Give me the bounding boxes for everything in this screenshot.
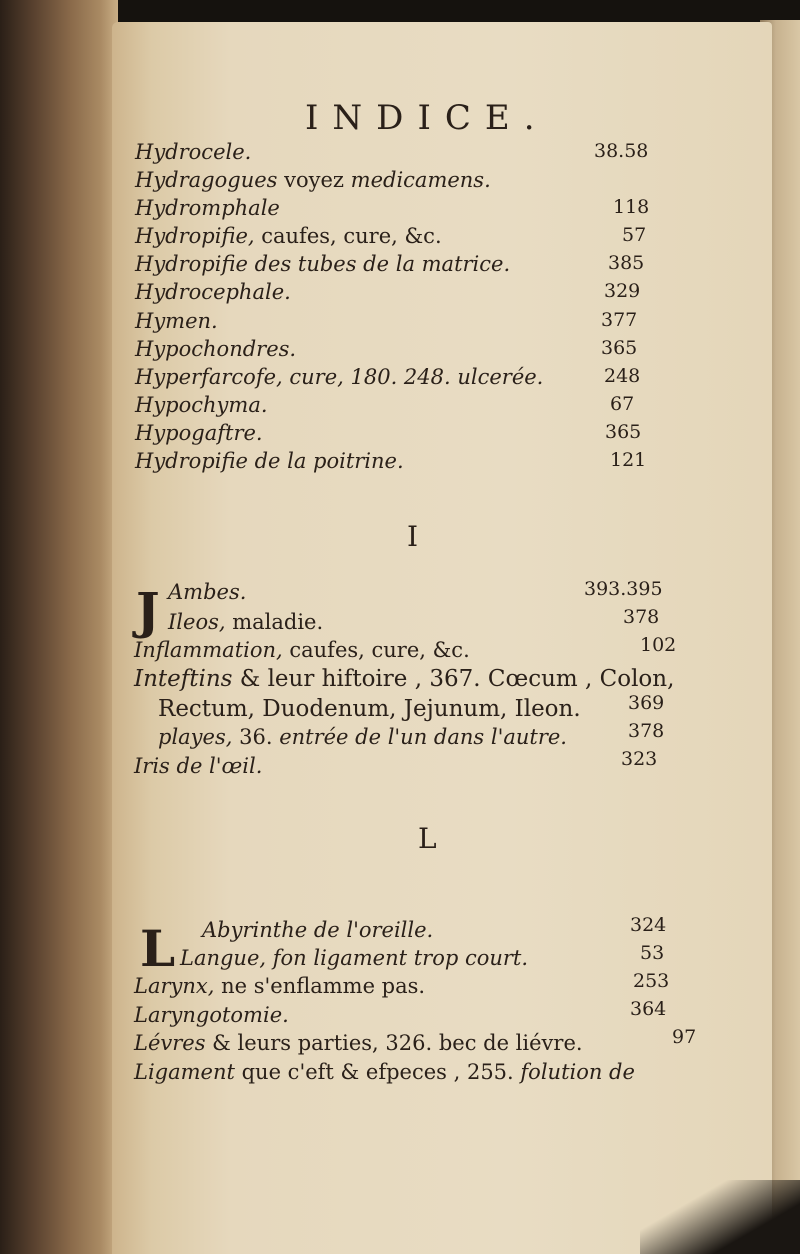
entry-term: Inflammation, — [134, 638, 283, 662]
entry-page: 364 — [630, 998, 667, 1020]
entry-text: 36. — [232, 725, 280, 749]
entry-text: & leurs parties, 326. bec de liévre. — [205, 1031, 583, 1055]
entry-page: 393.395 — [584, 578, 663, 600]
entry-page: 97 — [672, 1026, 697, 1048]
entry-page: 121 — [610, 449, 647, 471]
drop-cap: L — [140, 919, 176, 978]
entry-term: Hydrocephale. — [135, 280, 291, 304]
bottom-shadow — [640, 1180, 800, 1254]
entry-text: caufes, cure, &c. — [282, 638, 470, 662]
entry-text: Rectum, Duodenum, Jejunum, Ileon. — [158, 696, 581, 722]
entry-text: que c'eft & efpeces , 255. — [234, 1060, 521, 1084]
entry-term: Hydragogues — [135, 168, 278, 192]
entry-page: 67 — [610, 393, 635, 415]
entry-term: Abyrinthe de l'oreille. — [202, 918, 434, 942]
entry-term: Larynx, — [134, 974, 215, 998]
entry-line — [134, 1060, 635, 1084]
entry-text: cure, 180. 248. ulcerée. — [282, 365, 544, 389]
entry-page: 323 — [621, 748, 658, 770]
entry-line — [135, 365, 543, 389]
entry-line — [135, 224, 442, 248]
entry-line — [134, 638, 470, 662]
entry-text: caufes, cure, &c. — [254, 224, 442, 248]
entry-term: Hydrocele. — [135, 140, 252, 164]
entry-page: 377 — [601, 309, 638, 331]
entry-term: Hypogaftre. — [135, 421, 263, 445]
entry-page: 369 — [628, 692, 665, 714]
entry-page: 53 — [640, 942, 665, 964]
entry-term: Iris de l'œil. — [134, 754, 263, 778]
entry-term: Hydropifie de la poitrine. — [135, 449, 404, 473]
entry-page: 324 — [630, 914, 667, 936]
entry-term: Hydropifie, — [135, 224, 255, 248]
entry-page: 253 — [633, 970, 670, 992]
page-title: INDICE. — [305, 98, 549, 138]
section-letter: I — [407, 520, 419, 553]
entry-term: Ambes. — [168, 580, 247, 604]
entry-term: Langue, fon ligament trop court. — [180, 946, 529, 970]
entry-page: 248 — [604, 365, 641, 387]
entry-term: playes, — [158, 725, 233, 749]
entry-text-italic: entrée de l'un dans l'autre. — [279, 725, 567, 749]
entry-page: 365 — [601, 337, 638, 359]
entry-page: 102 — [640, 634, 677, 656]
entry-line — [134, 974, 425, 998]
entry-page: 38.58 — [594, 140, 649, 162]
entry-term: Hydromphale — [135, 196, 280, 220]
entry-term: Hydropifie des tubes de la matrice. — [135, 252, 511, 276]
entry-line — [168, 610, 323, 634]
book-binding — [0, 0, 118, 1254]
entry-term: Hymen. — [135, 309, 218, 333]
entry-term: Hypochyma. — [135, 393, 268, 417]
entry-term: Hypochondres. — [135, 337, 297, 361]
entry-line — [158, 725, 567, 749]
entry-term: Hyperfarcofe, — [135, 365, 283, 389]
entry-term: Ileos, — [168, 610, 226, 634]
entry-page: 329 — [604, 280, 641, 302]
entry-line — [134, 1031, 583, 1055]
drop-cap: J — [136, 581, 160, 640]
entry-term: Ligament — [134, 1060, 235, 1084]
entry-page: 385 — [608, 252, 645, 274]
entry-text-italic: medicamens. — [350, 168, 491, 192]
entry-page: 378 — [628, 720, 665, 742]
entry-text-italic: folution de — [520, 1060, 635, 1084]
entry-page: 378 — [623, 606, 660, 628]
entry-text: & leur hiftoire , 367. Cœcum , Colon, — [232, 666, 675, 692]
entry-page: 365 — [605, 421, 642, 443]
entry-term: Lévres — [134, 1031, 206, 1055]
entry-text: maladie. — [225, 610, 324, 634]
entry-text: voyez — [277, 168, 351, 192]
entry-text: ne s'enflamme pas. — [214, 974, 426, 998]
section-letter: L — [418, 822, 437, 855]
entry-term: Laryngotomie. — [134, 1003, 289, 1027]
entry-line — [134, 666, 674, 692]
entry-page: 57 — [622, 224, 647, 246]
entry-term: Inteftins — [134, 666, 233, 692]
entry-page: 118 — [613, 196, 650, 218]
entry-line — [135, 168, 491, 192]
